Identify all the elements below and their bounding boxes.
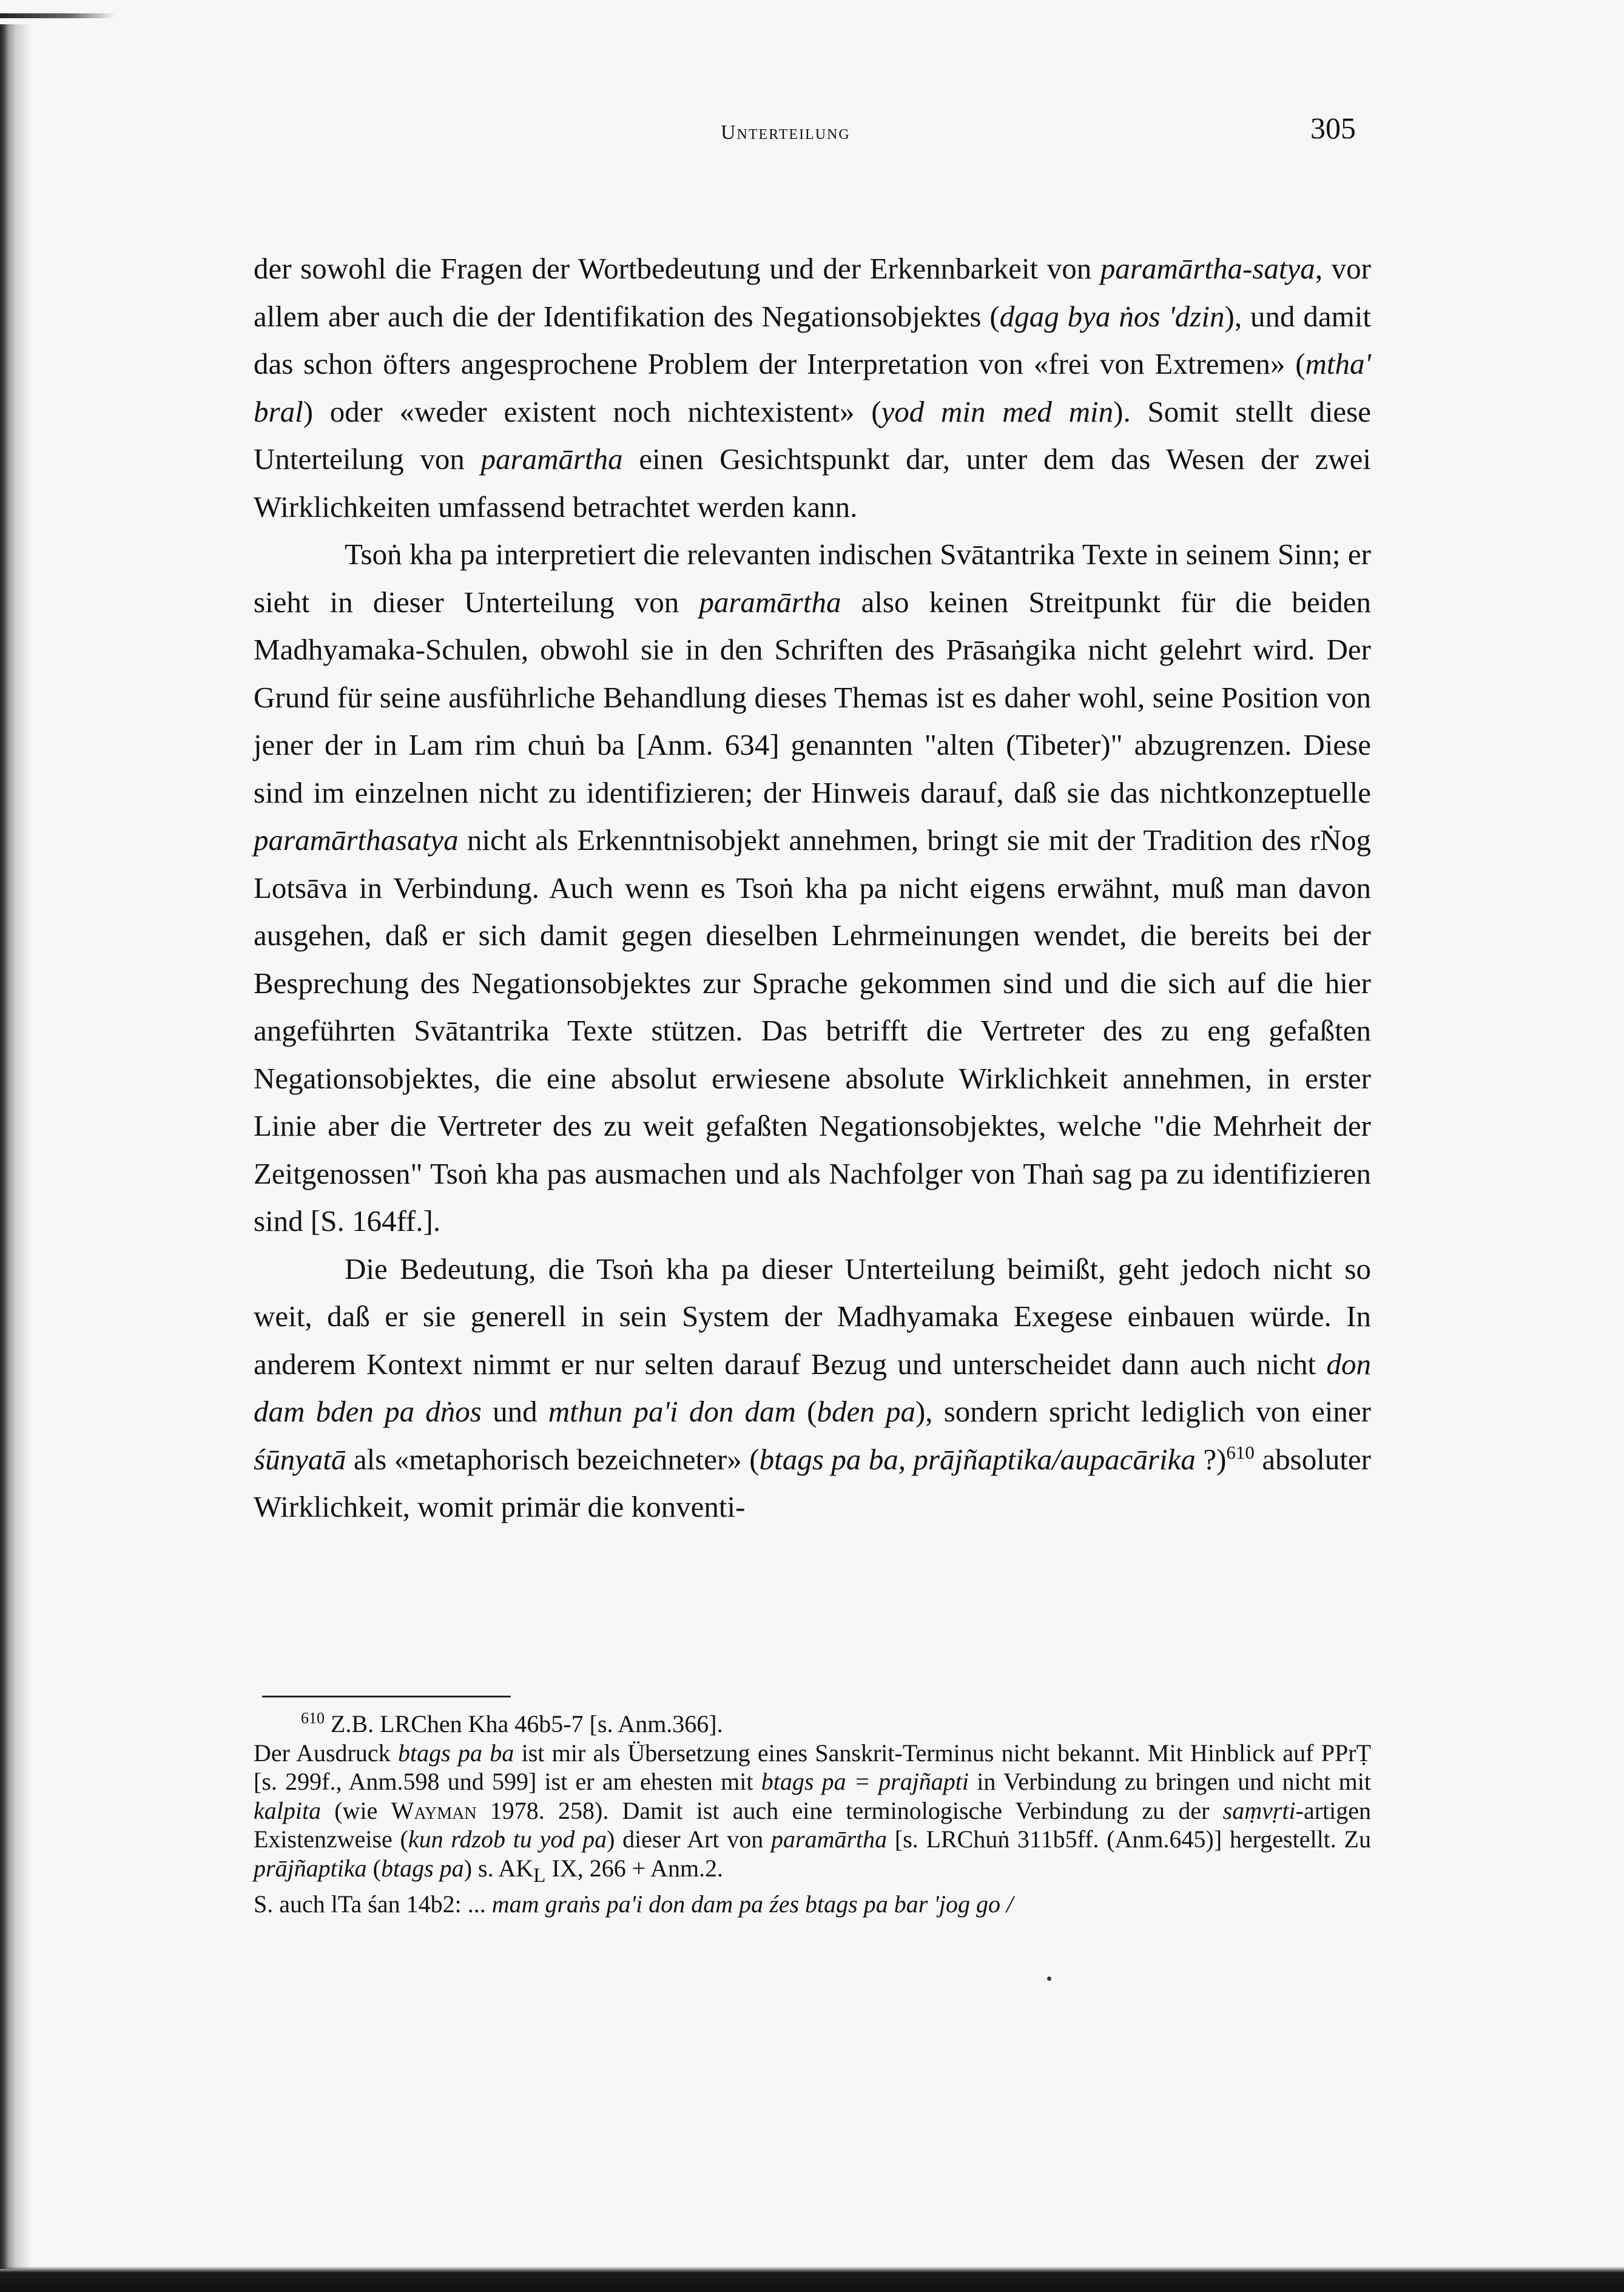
text-run: in Verbindung zu bringen und nicht mit (969, 1768, 1371, 1795)
text-run: Tsoṅ kha pa interpretiert die relevanten indischen Svātantrika Texte in seinem Sinn; er sieht in dieser Unterteilung von (254, 538, 1371, 619)
italic-term: mam graṅs pa'i don dam pa źes btags pa bar 'jog go / (491, 1890, 1014, 1918)
italic-term: kalpita (254, 1796, 322, 1824)
scan-shadow-left (0, 24, 32, 2269)
scan-speck (1047, 1977, 1051, 1981)
text-run: einen Gesichtspunkt dar, unter dem das Wesen der zwei Wirklichkeiten umfassend betrachtet werden kann. (254, 442, 1371, 524)
italic-term: dgag bya ṅos 'dzin (999, 299, 1225, 333)
footnote-610-extra (254, 1890, 1371, 1919)
text-run: also keinen Streitpunkt für die beiden Madhyamaka-Schulen, obwohl sie in den Schriften des Prāsaṅgika nicht gelehrt wird. Der Grund für seine ausführliche Behandlung dieses Themas ist es daher wohl, seine Position von jener der in Lam rim chuṅ ba [Anm. 634] genannten "alten (Tibeter)" abzugrenzen. Diese sind im einzelnen nicht zu identifizieren; der Hinweis darauf, daß sie das nichtkonzeptuelle (254, 585, 1371, 809)
text-run: (wie (321, 1796, 391, 1824)
paragraph-3 (254, 1245, 1371, 1531)
author-name: Wayman (391, 1796, 477, 1824)
italic-term: mtha' bral (254, 347, 1371, 428)
scan-shadow-bottom (0, 2267, 1624, 2292)
text-run: ?) (1195, 1442, 1227, 1476)
footnote-separator (262, 1696, 511, 1697)
text-run: IX, 266 + Anm.2. (545, 1854, 724, 1882)
italic-term: paramārtha-satya (1100, 252, 1315, 285)
text-run: ). Somit stellt diese Unterteilung von (254, 394, 1371, 476)
text-run: ( (366, 1854, 381, 1882)
italic-term: paramārtha (699, 585, 841, 619)
text-run: ), und damit das schon öfters angesprochene Problem der Interpretation von «frei von Extremen» ( (254, 299, 1371, 380)
text-run: Der Ausdruck (254, 1739, 398, 1767)
text-run: [s. LRChuṅ 311b5ff. (Anm.645)] hergestellt. Zu (887, 1825, 1371, 1853)
text-run: als «metaphorisch bezeichneter» ( (346, 1442, 760, 1476)
italic-term: paramārtha (480, 442, 623, 476)
text-run: , vor allem aber auch die der Identifikation des Negationsobjektes ( (254, 252, 1371, 333)
text-run: und (481, 1395, 548, 1428)
paragraph-1 (254, 245, 1371, 531)
paragraph-2 (254, 531, 1371, 1245)
page-number: 305 (1310, 111, 1356, 145)
text-run: absoluter Wirklichkeit, womit primär die konventi- (254, 1442, 1371, 1523)
text-run: nicht als Erkenntnisobjekt annehmen, bringt sie mit der Tradition des rṄog Lotsāva in Verbindung. Auch wenn es Tsoṅ kha pa nicht eigens erwähnt, muß man davon ausgehen, daß er sich damit gegen dieselben Lehrmeinungen wendet, die bereits bei der Besprechung des Negationsobjektes zur Sprache gekommen sind und die sich auf die hier angeführten Svātantrika Texte stützen. Das betrifft die Vertreter des zu eng gefaßten Negationsobjektes, die eine absolut erwiesene absolute Wirklichkeit annehmen, in erster Linie aber die Vertreter des zu weit gefaßten Negationsobjektes, welche "die Mehrheit der Zeitgenossen" Tsoṅ kha pas ausmachen und als Nachfolger von Thaṅ sag pa zu identifizieren sind [S. 164ff.]. (254, 823, 1371, 1238)
italic-term: saṃvṛti (1222, 1796, 1296, 1824)
text-run: S. auch lTa śan 14b2: ... (254, 1890, 492, 1918)
footnotes (254, 1710, 1371, 1919)
text-run: ist mir als Übersetzung eines Sanskrit-Terminus nicht bekannt. Mit Hinblick auf PPrṬ [s. 299f., Anm.598 und 599] ist er am ehesten mit (254, 1739, 1372, 1795)
italic-term: prājñaptika (254, 1854, 367, 1882)
main-text (254, 245, 1371, 1531)
footnote-610 (254, 1710, 1371, 1739)
italic-term: btags pa ba (397, 1739, 514, 1767)
footnote-number: 610 (301, 1709, 325, 1727)
italic-term: btags pa = prajñapti (761, 1768, 969, 1795)
italic-term: paramārthasatya (254, 823, 459, 857)
text-run: ), sondern spricht lediglich von einer (915, 1395, 1371, 1428)
footnote-ref: 610 (1226, 1441, 1255, 1463)
running-head: Unterteilung (721, 121, 851, 144)
text-run: der sowohl die Fragen der Wortbedeutung und der Erkennbarkeit von (254, 252, 1100, 285)
italic-term: paramārtha (771, 1825, 888, 1853)
text-run: ) dieser Art von (607, 1825, 772, 1853)
text-run: Die Bedeutung, die Tsoṅ kha pa dieser Unterteilung beimißt, geht jedoch nicht so weit, daß er sie generell in sein System der Madhyamaka Exegese einbauen würde. In anderem Kontext nimmt er nur selten darauf Bezug und unterscheidet dann auch nicht (254, 1252, 1371, 1381)
text-run: ( (795, 1395, 817, 1428)
text-run: 1978. 258). Damit ist auch eine terminologische Verbindung zu der (476, 1796, 1223, 1824)
subscript: L (533, 1864, 546, 1887)
italic-term: bden pa (817, 1395, 915, 1428)
italic-term: btags pa ba, prājñaptika/aupacārika (759, 1442, 1196, 1476)
italic-term: yod min med min (881, 394, 1114, 428)
scan-shadow-top (0, 13, 115, 18)
italic-term: don dam bden pa dṅos (254, 1347, 1371, 1428)
italic-term: btags pa (381, 1854, 464, 1882)
italic-term: kun rdzob tu yod pa (408, 1825, 607, 1853)
italic-term: mthun pa'i don dam (548, 1395, 796, 1428)
footnote-610-body (254, 1739, 1371, 1890)
text-run: Z.B. LRChen Kha 46b5-7 [s. Anm.366]. (325, 1710, 723, 1738)
text-run: ) s. AK (463, 1854, 534, 1882)
text-run: -artigen Existenzweise ( (254, 1796, 1372, 1853)
italic-term: śūnyatā (254, 1442, 346, 1476)
text-run: ) oder «weder existent noch nichtexistent» ( (303, 394, 881, 428)
